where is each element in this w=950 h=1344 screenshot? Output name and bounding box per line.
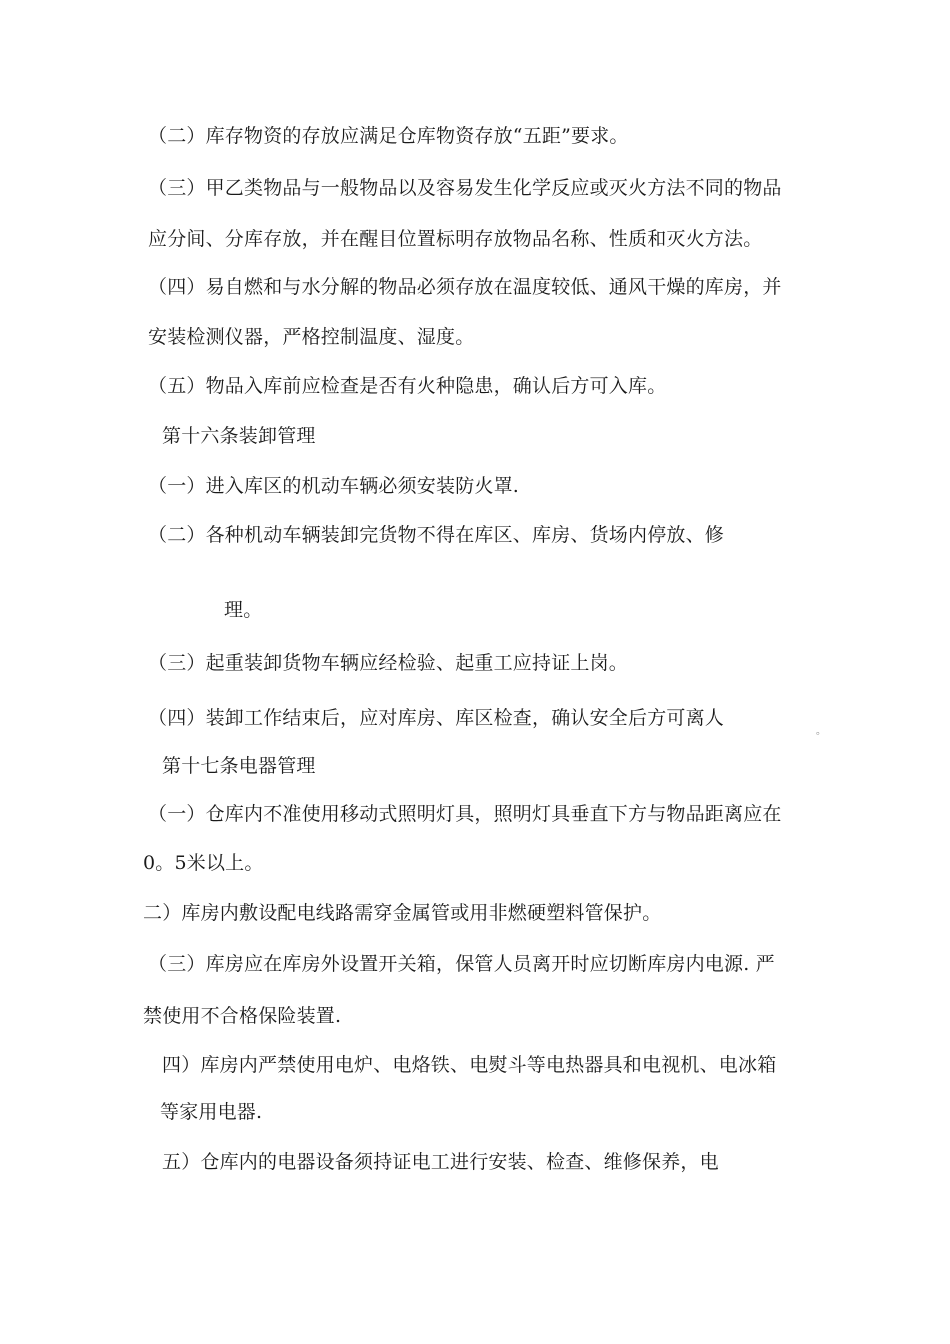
section-heading: 第十六条装卸管理 — [162, 425, 316, 447]
stray-mark: 。 — [816, 726, 826, 737]
text-line: （三）起重装卸货物车辆应经检验、起重工应持证上岗。 — [148, 652, 629, 674]
text-line: 四）库房内严禁使用电炉、电烙铁、电熨斗等电热器具和电视机、电冰箱 — [162, 1054, 777, 1076]
text-line: （五）物品入库前应检查是否有火种隐患，确认后方可入库。 — [148, 375, 667, 397]
text-line: （四）易自燃和与水分解的物品必须存放在温度较低、通风干燥的库房，并 — [148, 276, 782, 298]
text-line: （三）甲乙类物品与一般物品以及容易发生化学反应或灭火方法不同的物品 — [148, 177, 782, 199]
text-line: （二）各种机动车辆装卸完货物不得在库区、库房、货场内停放、修 — [148, 524, 725, 546]
text-line: （一）仓库内不准使用移动式照明灯具，照明灯具垂直下方与物品距离应在 — [148, 803, 782, 825]
text-line: 五）仓库内的电器设备须持证电工进行安装、检查、维修保养，电 — [162, 1151, 719, 1173]
text-line: 应分间、分库存放，并在醒目位置标明存放物品名称、性质和灭火方法。 — [148, 228, 763, 250]
text-line: 安装检测仪器，严格控制温度、湿度。 — [148, 326, 475, 348]
section-heading: 第十七条电器管理 — [162, 755, 316, 777]
text-line: 禁使用不合格保险装置. — [143, 1005, 342, 1027]
text-line: （四）装卸工作结束后，应对库房、库区检查，确认安全后方可离人 — [148, 707, 725, 729]
text-line: （三）库房应在库房外设置开关箱，保管人员离开时应切断库房内电源. 严 — [148, 953, 775, 975]
text-line: 0。5米以上。 — [143, 852, 264, 874]
text-line: （一）进入库区的机动车辆必须安装防火罩. — [148, 475, 520, 497]
text-line: 等家用电器. — [160, 1101, 263, 1123]
text-line: 二）库房内敷设配电线路需穿金属管或用非燃硬塑料管保护。 — [143, 902, 662, 924]
text-line: （二）库存物资的存放应满足仓库物资存放“五距”要求。 — [148, 125, 629, 147]
text-line: 理。 — [224, 599, 263, 621]
